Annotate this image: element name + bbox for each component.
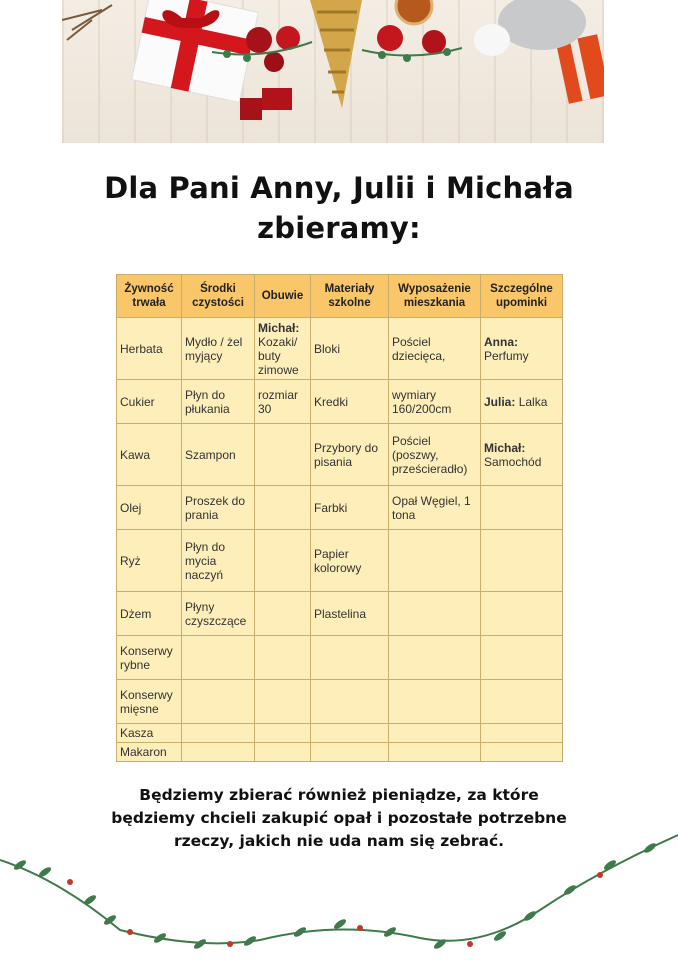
cell-text: Kredki [314,394,349,409]
cell-text: Olej [120,500,142,515]
table-cell [255,592,311,636]
table-cell [117,424,182,486]
recipient-name: Michał: [258,320,300,335]
table-cell [255,636,311,680]
table-cell [311,424,389,486]
footer-line-1: Będziemy zbierać również pieniądze, za które [139,786,539,804]
table-cell [311,380,389,424]
table-cell [117,380,182,424]
pine-leaf [643,842,658,855]
cell-text: Kozaki/ buty zimowe [258,334,299,377]
cell-text: Herbata [120,341,163,356]
table-cell [117,592,182,636]
table-row [117,592,563,636]
cell-text: Opał Węgiel, 1 tona [392,493,471,522]
table-cell [117,530,182,592]
table-cell [182,724,255,743]
table-cell [255,486,311,530]
column-header: Obuwie [255,275,311,318]
table-cell [117,636,182,680]
christmas-decorations-icon [62,0,604,143]
table-row [117,424,563,486]
table-cell [389,486,481,530]
table-cell [481,724,563,743]
table-cell [182,318,255,380]
table-header-row [117,275,563,318]
gold-ornament-icon [310,0,362,108]
table-cell [311,592,389,636]
table-cell [182,530,255,592]
recipient-name: Julia: [484,394,516,409]
pine-leaf [83,894,98,907]
table-cell [481,486,563,530]
table-cell [255,424,311,486]
table-row [117,486,563,530]
cell-text: Papier kolorowy [314,546,362,575]
table-cell [182,680,255,724]
table-cell [311,530,389,592]
recipient-name: Anna: [484,334,518,349]
table-cell [182,743,255,762]
table-cell [182,636,255,680]
table-cell [255,318,311,380]
column-header: Środki czystości [182,275,255,318]
table-cell [389,680,481,724]
table-row [117,530,563,592]
table-cell [311,724,389,743]
table-cell [389,743,481,762]
cell-text: Płyn do płukania [185,387,230,416]
cell-text: Farbki [314,500,348,515]
table-cell [255,380,311,424]
gift-box-icon [132,0,259,102]
table-cell [311,743,389,762]
cell-text: Kawa [120,447,151,462]
table-row [117,636,563,680]
table-cell [481,424,563,486]
table-cell [182,424,255,486]
cell-text: Cukier [120,394,155,409]
christmas-banner-image [62,0,604,143]
column-header: Wyposażenie mieszkania [389,275,481,318]
title-line-2: zbieramy: [257,211,421,245]
table-cell [255,530,311,592]
table-cell [481,380,563,424]
cell-text: Konserwy mięsne [120,687,173,716]
footer-line-3: rzeczy, jakich nie uda nam się zebrać. [173,832,505,850]
table-cell [481,592,563,636]
table-cell [311,486,389,530]
table-cell [389,380,481,424]
table-cell [311,318,389,380]
cell-text: rozmiar 30 [258,387,299,416]
table-cell [389,318,481,380]
cell-text: Bloki [314,341,341,356]
table-cell [481,636,563,680]
donation-table [116,274,563,762]
cell-text: Kasza [120,726,154,740]
table-row [117,318,563,380]
pine-branch-icon [62,5,112,40]
table-cell [117,318,182,380]
table-row [117,380,563,424]
cell-text: Perfumy [484,348,529,363]
table-cell [311,680,389,724]
column-header: Żywność trwała [117,275,182,318]
table-cell [481,318,563,380]
table-cell [389,530,481,592]
table-row [117,724,563,743]
table-cell [182,486,255,530]
recipient-name: Michał: [484,440,526,455]
cell-text: Pościel (poszwy, prześcieradło) [392,433,468,476]
table-cell [255,743,311,762]
table-cell [481,743,563,762]
table-cell [481,680,563,724]
table-cell [117,486,182,530]
cell-text: Pościel dziecięca, [392,334,446,363]
table-cell [389,636,481,680]
page-title [0,168,678,248]
cell-text: wymiary 160/200cm [392,387,452,416]
table-cell [389,724,481,743]
table-cell [255,724,311,743]
table-row [117,680,563,724]
cell-text: Dżem [120,606,152,621]
title-line-1: Dla Pani Anny, Julii i Michała [104,171,574,205]
table-cell [389,424,481,486]
cell-text: Makaron [120,745,167,759]
pine-leaf [523,910,538,923]
cell-text: Plastelina [314,606,367,621]
pine-leaf [103,914,118,927]
cell-text: Szampon [185,447,236,462]
column-header: Szczególne upominki [481,275,563,318]
table-row [117,743,563,762]
orange-slice-icon [396,0,432,24]
table-cell [182,380,255,424]
cell-text: Płyn do mycia naczyń [185,539,226,582]
table-cell [117,680,182,724]
table-cell [311,636,389,680]
cell-text: Proszek do prania [185,493,246,522]
cell-text: Konserwy rybne [120,643,173,672]
cell-text: Lalka [518,394,548,409]
cell-text: Mydło / żel myjący [185,334,243,363]
cell-text: Przybory do pisania [314,440,379,469]
table-body [117,318,563,762]
pine-garland-icon [0,820,678,960]
cell-text: Ryż [120,553,141,568]
table-cell [117,724,182,743]
table-cell [117,743,182,762]
table-cell [389,592,481,636]
cell-text: Płyny czyszczące [185,599,247,628]
table-cell [481,530,563,592]
table-cell [255,680,311,724]
column-header: Materiały szkolne [311,275,389,318]
footer-line-2: będziemy chcieli zakupić opał i pozostałe potrzebne [111,809,567,827]
table-cell [182,592,255,636]
cell-text: Samochód [484,454,542,469]
